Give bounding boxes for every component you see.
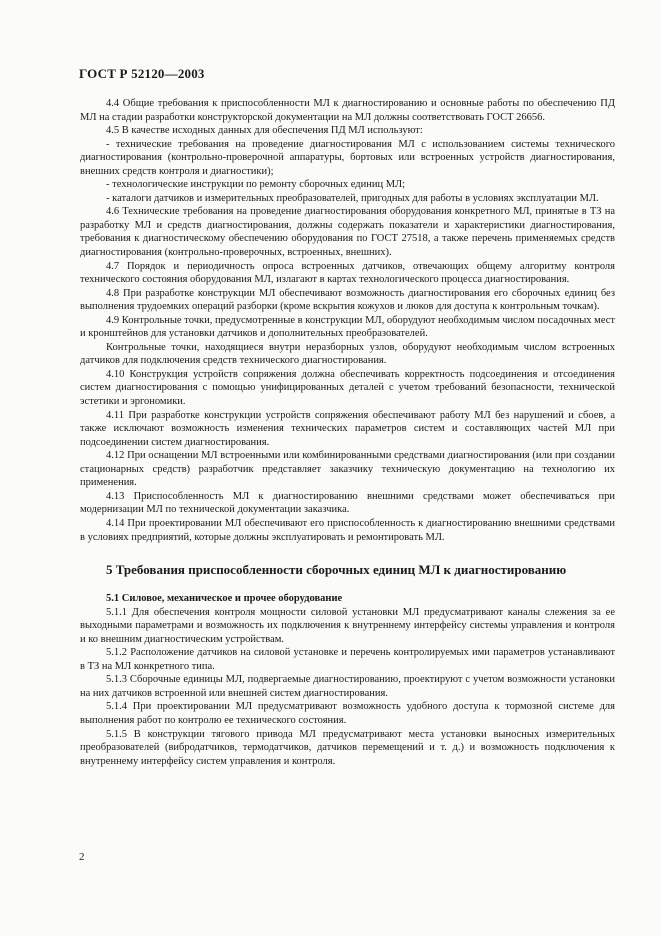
- paragraph-4-10: 4.10 Конструкция устройств сопряжения должна обеспечивать корректность подсоединения и отсоединения систем диагностирования с помощью унифицированных деталей с учетом требований безопасности, технической эстетики и эргономики.: [80, 368, 615, 408]
- paragraphs-block-b: [80, 606, 615, 769]
- document-body: [80, 97, 615, 768]
- paragraph-4-9-cont: Контрольные точки, находящиеся внутри неразборных узлов, оборудуют необходимым числом встроенных датчиков для подключения средств технического диагностирования.: [80, 341, 615, 367]
- paragraph-5-1-1: 5.1.1 Для обеспечения контроля мощности силовой установки МЛ предусматривают каналы слежения за ее выходными параметрами и возможность их подключения к внутреннему интерфейсу системы управления и контроля и ко внешним диагностическим устройствам.: [80, 606, 615, 645]
- paragraph-4-14: 4.14 При проектировании МЛ обеспечивают его приспособленность к диагностированию внешними средствами в условиях предприятий, которые должны эксплуатировать и ремонтировать МЛ.: [80, 517, 615, 543]
- paragraph-4-12: 4.12 При оснащении МЛ встроенными или комбинированными средствами диагностирования (или при создании стационарных средств) разработчик представляет заказчику техническую документацию на технологию их применения.: [80, 450, 615, 489]
- document-header: ГОСТ Р 52120—2003: [79, 66, 205, 81]
- list-item: - технические требования на проведение диагностирования МЛ с использованием системы технического диагностирования (контрольно-проверочной аппаратуры, бортовых или встроенных устройств диагностирования, внешних средств контроля и диагностики);: [80, 138, 615, 177]
- subsection-title: 5.1 Силовое, механическое и прочее оборудование: [106, 593, 343, 605]
- paragraph-5-1-4: 5.1.4 При проектировании МЛ предусматривают возможность удобного доступа к тормозной системе для выполнения работ по контролю ее технического состояния.: [80, 701, 615, 726]
- paragraph-4-7: 4.7 Порядок и периодичность опроса встроенных датчиков, отвечающих общему алгоритму контроля технического состояния оборудования МЛ, излагают в картах технологического процесса диагностирования.: [80, 260, 615, 286]
- paragraph-4-11: 4.11 При разработке конструкции устройств сопряжения обеспечивают работу МЛ без нарушений и сбоев, а также исключают возможность изменения технических параметров систем и составляющих частей МЛ при подсоединении систем диагностирования.: [80, 409, 615, 448]
- list-item: - технологические инструкции по ремонту сборочных единиц МЛ;: [106, 179, 406, 191]
- paragraph-4-13: 4.13 Приспособленность МЛ к диагностированию внешними средствами может обеспечиваться при модернизации МЛ по технической документации заказчика.: [80, 490, 615, 516]
- paragraph-4-5: 4.5 В качестве исходных данных для обеспечения ПД МЛ используют:: [106, 125, 423, 137]
- list-item: - каталоги датчиков и измерительных преобразователей, пригодных для работы в условиях эксплуатации МЛ.: [106, 192, 599, 204]
- paragraph-4-8: 4.8 При разработке конструкции МЛ обеспечивают возможность диагностирования его сборочных единиц без выполнения трудоемких операций разборки (кроме вскрытия кожухов и люков для доступа к контрольным точкам).: [80, 287, 615, 313]
- paragraph-5-1-5: 5.1.5 В конструкции тягового привода МЛ предусматривают места установки выносных измерительных преобразователей (вибродатчиков, термодатчиков, датчиков перемещений и т. д.) и возможность подключения к внутреннему интерфейсу систем управления и контроля.: [80, 728, 615, 767]
- paragraph-4-9: 4.9 Контрольные точки, предусмотренные в конструкции МЛ, оборудуют необходимым числом посадочных мест и кронштейнов для установки датчиков и дополнительных преобразователей.: [80, 314, 615, 340]
- paragraph-4-4: 4.4 Общие требования к приспособленности МЛ к диагностированию и основные работы по обеспечению ПД МЛ на стадии разработки конструкторской документации на МЛ должны соответствовать ГОСТ 26656.: [80, 98, 615, 123]
- page-number: 2: [79, 851, 85, 863]
- section-title: 5 Требования приспособленности сборочных единиц МЛ к диагностированию: [106, 562, 567, 578]
- paragraph-5-1-2: 5.1.2 Расположение датчиков на силовой установке и перечень контролируемых ими параметров устанавливают в ТЗ на МЛ конкретного типа.: [80, 647, 615, 672]
- paragraph-4-6: 4.6 Технические требования на проведение диагностирования оборудования конкретного МЛ, принятые в ТЗ на разработку МЛ и средств диагностирования, должны содержать показатели и характеристики диагностирования, требования к диагностическому обеспечению оборудования по ГОСТ 27518, а также перечень применяемых средств диагностирования (контрольно-проверочных, встроенных, внешних).: [80, 206, 615, 259]
- paragraphs-block-a: [80, 97, 615, 544]
- paragraph-5-1-3: 5.1.3 Сборочные единицы МЛ, подвергаемые диагностированию, проектируют с учетом возможности установки на них датчиков встроенной или внешней систем диагностирования.: [80, 674, 615, 699]
